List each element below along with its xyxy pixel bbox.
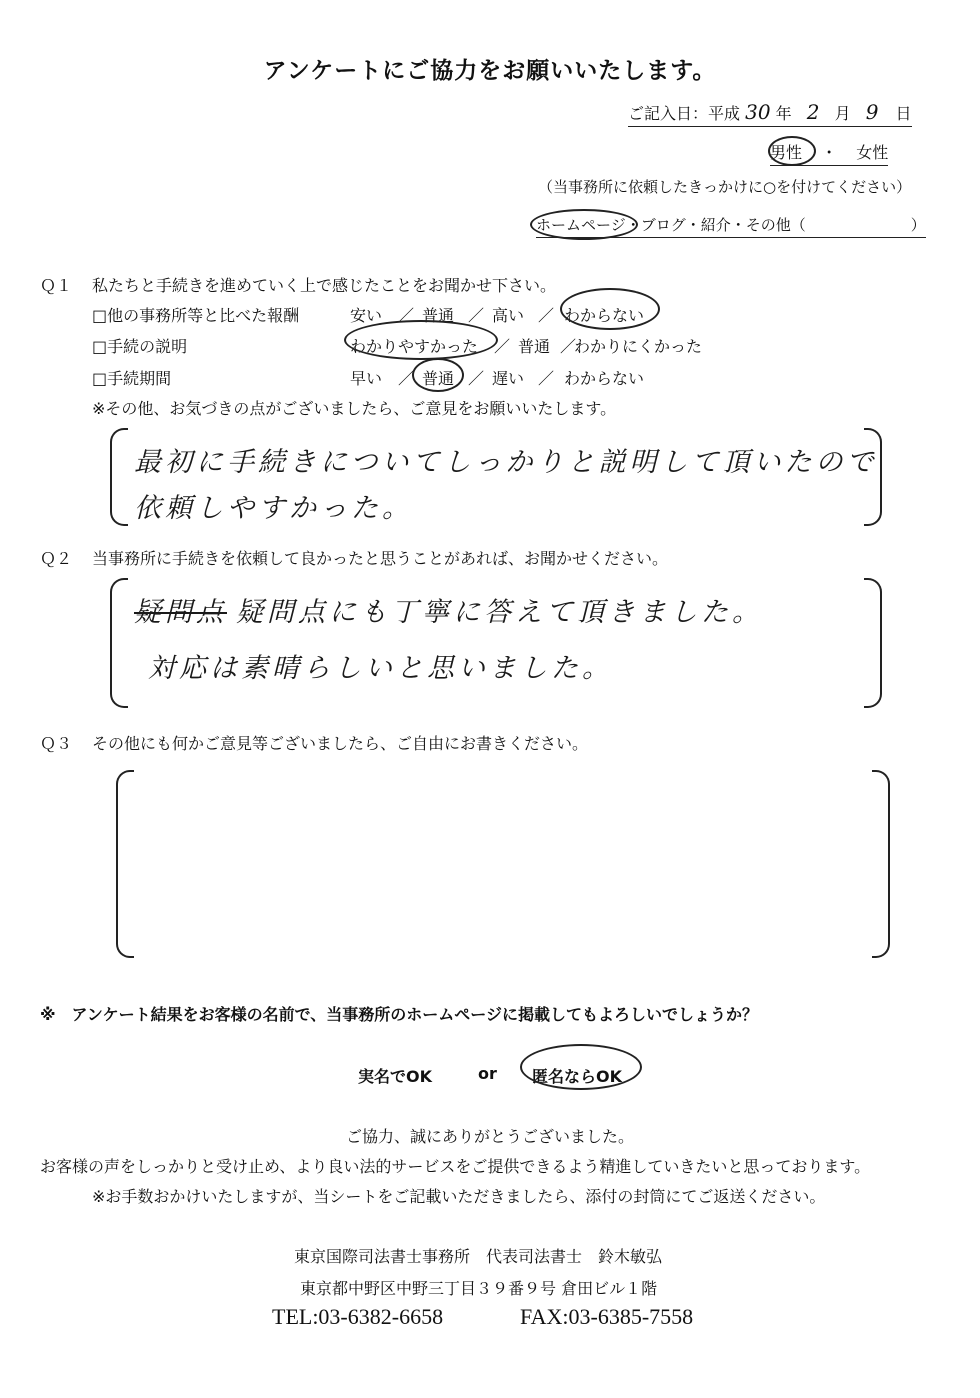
q1-explanation-separator: ／: [494, 337, 511, 356]
q1-label: Ｑ１: [40, 276, 73, 295]
real-name-option[interactable]: 実名でOK: [358, 1067, 433, 1086]
q1-row-fee-label[interactable]: □他の事務所等と比べた報酬: [92, 306, 300, 325]
anonymous-option[interactable]: 匿名ならOK: [532, 1067, 623, 1086]
q1-question: 私たちと手続きを進めていく上で感じたことをお聞かせ下さい。: [92, 276, 557, 295]
homepage-selected-circle: [530, 209, 638, 240]
entry-date: [628, 100, 912, 127]
office-tel: TEL:03-6382-6658: [272, 1304, 444, 1329]
period-selected-circle: [412, 358, 464, 392]
closing-message: お客様の声をしっかりと受け止め、より良い法的サービスをご提供できるよう精進していきたいと思っております。: [40, 1157, 871, 1176]
page-title: アンケートにご協力をお願いいたします。: [263, 58, 717, 84]
q1-period-separator: ／: [398, 369, 415, 388]
q1-fee-option[interactable]: 普通: [422, 306, 455, 325]
q1-fee-separator: ／: [538, 306, 555, 325]
q2-answer-left-bracket: [110, 578, 128, 708]
or-label: or: [478, 1064, 497, 1083]
date-label: ご記入日：平成: [628, 104, 741, 123]
gender-female[interactable]: 女性: [856, 143, 889, 162]
q1-explanation-option[interactable]: わかりにくかった: [574, 337, 703, 356]
q1-explanation-separator: ／: [560, 337, 577, 356]
anonymous-selected-circle: [520, 1044, 642, 1090]
q1-note: ※その他、お気づきの点がございましたら、ご意見をお願いいたします。: [92, 399, 617, 418]
q1-period-option[interactable]: 遅い: [492, 369, 525, 388]
male-selected-circle: [768, 136, 816, 166]
return-instruction: ※お手数おかけいたしますが、当シートをご記載いただきましたら、添付の封筒にてご返送ください。: [92, 1187, 826, 1206]
gender-male[interactable]: 男性: [770, 143, 803, 162]
q2-answer-line2: 対応は素晴らしいと思いました。: [148, 653, 613, 684]
q1-answer-left-bracket: [110, 428, 128, 526]
day-unit: 日: [895, 104, 912, 123]
q1-period-option[interactable]: 普通: [422, 369, 455, 388]
q1-explanation-option[interactable]: わかりやすかった: [350, 337, 479, 356]
q2-answer-line1: 疑問点にも丁寧に答えて頂きました。: [236, 597, 763, 628]
trigger-options[interactable]: ホームページ・ブログ・紹介・その他（ ）: [536, 214, 926, 238]
q1-fee-option[interactable]: 安い: [350, 306, 383, 325]
q2-question: 当事務所に手続きを依頼して良かったと思うことがあれば、お聞かせください。: [92, 549, 669, 568]
q1-row-period-label[interactable]: □手続期間: [92, 369, 172, 388]
q3-label: Ｑ３: [40, 734, 73, 753]
trigger-note: （当事務所に依頼したきっかけに○を付けてください）: [538, 178, 912, 196]
q1-row-explanation-label[interactable]: □手続の説明: [92, 337, 188, 356]
q2-label: Ｑ２: [40, 549, 73, 568]
fee-selected-circle: [560, 288, 660, 330]
explanation-selected-circle: [344, 320, 498, 360]
office-address: 東京都中野区中野三丁目３９番９号 倉田ビル１階: [300, 1279, 658, 1298]
month-unit: 月: [834, 104, 851, 123]
thanks-line: ご協力、誠にありがとうございました。: [345, 1127, 634, 1146]
q1-period-separator: ／: [468, 369, 485, 388]
q3-question: その他にも何かご意見等ございましたら、ご自由にお書きください。: [92, 734, 589, 753]
q1-fee-option[interactable]: わからない: [564, 306, 645, 325]
date-month: 2: [806, 100, 820, 124]
office-name: 東京国際司法書士事務所 代表司法書士 鈴木敏弘: [294, 1247, 663, 1266]
q3-answer-left-bracket: [116, 770, 134, 958]
q1-fee-separator: ／: [468, 306, 485, 325]
q1-fee-separator: ／: [398, 306, 415, 325]
q3-answer-box[interactable]: [116, 770, 890, 958]
q1-fee-option[interactable]: 高い: [492, 306, 525, 325]
date-year: 30: [745, 100, 771, 124]
q2-crossed-out: 疑問点: [134, 597, 227, 628]
q1-answer-line2: 依頼しやすかった。: [134, 493, 413, 524]
office-fax: FAX:03-6385-7558: [520, 1304, 694, 1329]
year-unit: 年: [775, 104, 792, 123]
q1-period-option[interactable]: わからない: [564, 369, 645, 388]
gender-separator: ・: [821, 143, 838, 162]
q3-answer-right-bracket: [872, 770, 890, 958]
q1-answer-line1: 最初に手続きについてしっかりと説明して頂いたので: [134, 447, 878, 478]
publish-notice: ※ アンケート結果をお客様の名前で、当事務所のホームページに掲載してもよろしいでしょうか？: [40, 1005, 758, 1024]
date-day: 9: [865, 100, 879, 124]
q1-period-option[interactable]: 早い: [350, 369, 383, 388]
q1-explanation-option[interactable]: 普通: [518, 337, 551, 356]
q1-period-separator: ／: [538, 369, 555, 388]
q2-answer-right-bracket: [864, 578, 882, 708]
